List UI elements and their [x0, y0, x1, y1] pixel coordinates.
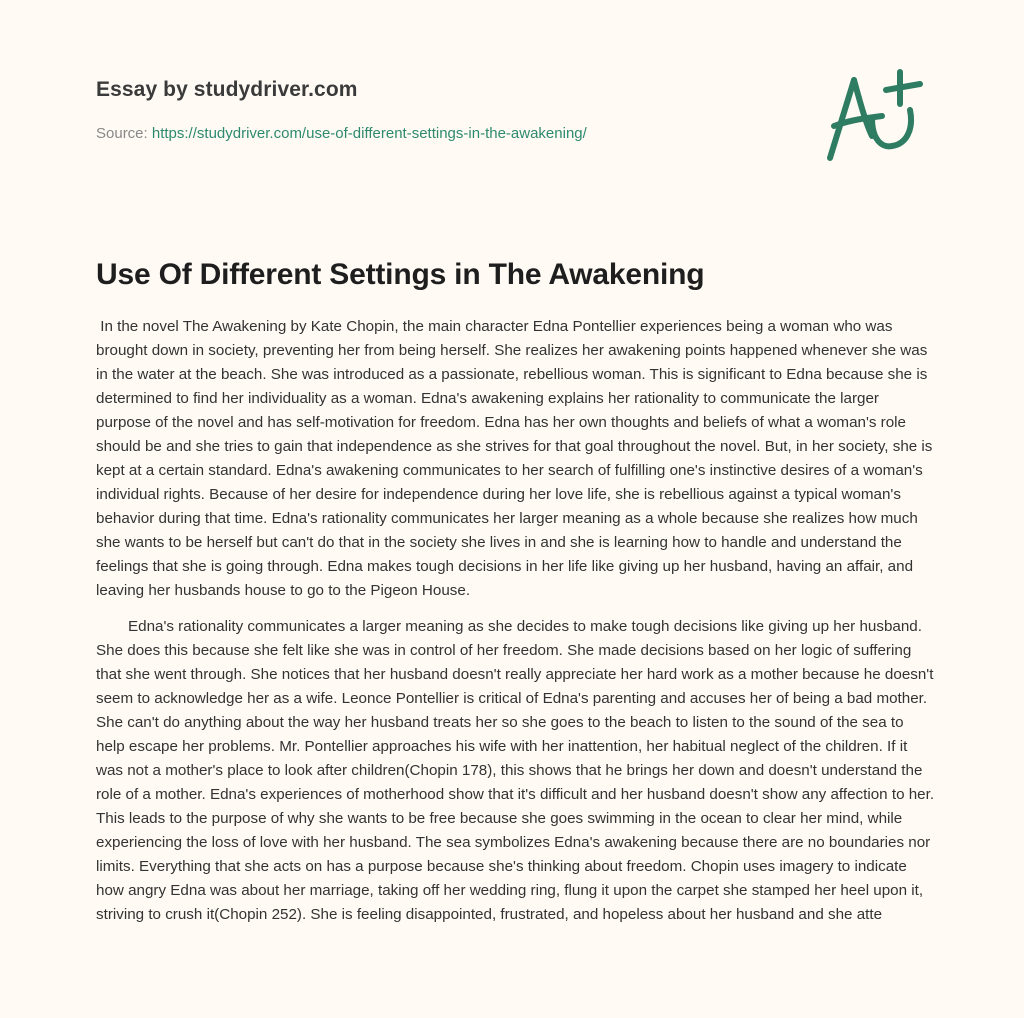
- page-header: [96, 76, 796, 144]
- document-title: Use Of Different Settings in The Awakening: [96, 258, 705, 291]
- source-link[interactable]: https://studydriver.com/use-of-different-settings-in-the-awakening/: [151, 125, 587, 142]
- document-body: [96, 315, 939, 939]
- source-line: [96, 124, 796, 144]
- paragraph: Edna's rationality communicates a larger meaning as she decides to make tough decisions like giving up her husband. She does this because she felt like she was in control of her freedom. She made decisions based on her logic of suffering that she went through. She notices that her husband doesn't really appreciate her hard work as a mother because he doesn't seem to acknowledge her as a wife. Leonce Pontellier is critical of Edna's parenting and accuses her of being a bad mother. She can't do anything about the way her husband treats her so she goes to the beach to listen to the sound of the sea to help escape her problems. Mr. Pontellier approaches his wife with her inattention, her habitual neglect of the children. If it was not a mother's place to look after children(Chopin 178), this shows that he brings her down and doesn't understand the role of a mother. Edna's experiences of motherhood show that it's difficult and her husband doesn't show any affection to her. This leads to the purpose of why she wants to be free because she goes swimming in the ocean to clear her mind, while experiencing the loss of love with her husband. The sea symbolizes Edna's awakening because there are no boundaries nor limits. Everything that she acts on has a purpose because she's thinking about freedom. Chopin uses imagery to indicate how angry Edna was about her marriage, taking off her wedding ring, flung it upon the carpet she stamped her heel upon it, striving to crush it(Chopin 252). She is feeling disappointed, frustrated, and hopeless about her husband and she atte: [96, 618, 939, 923]
- site-title: Essay by studydriver.com: [96, 78, 358, 101]
- source-label: Source:: [96, 125, 152, 142]
- a-plus-grade-icon: [820, 66, 930, 166]
- paragraph: In the novel The Awakening by Kate Chopin, the main character Edna Pontellier experiences being a woman who was brought down in society, preventing her from being herself. She realizes her awakening points happened whenever she was in the water at the beach. She was introduced as a passionate, rebellious woman. This is significant to Edna because she is determined to find her individuality as a woman. Edna's awakening explains her rationality to communicate the larger purpose of the novel and has self-motivation for freedom. Edna has her own thoughts and beliefs of what a woman's role should be and she tries to gain that independence as she strives for that goal throughout the novel. But, in her society, she is kept at a certain standard. Edna's awakening communicates to her search of fulfilling one's instinctive desires of a woman's individual rights. Because of her desire for independence during her love life, she is rebellious against a typical woman's behavior during that time. Edna's rationality communicates her larger meaning as a whole because she realizes how much she wants to be herself but can't do that in the society she lives in and she is learning how to handle and understand the feelings that she is going through. Edna makes tough decisions in her life like giving up her husband, having an affair, and leaving her husbands house to go to the Pigeon House.: [96, 318, 937, 599]
